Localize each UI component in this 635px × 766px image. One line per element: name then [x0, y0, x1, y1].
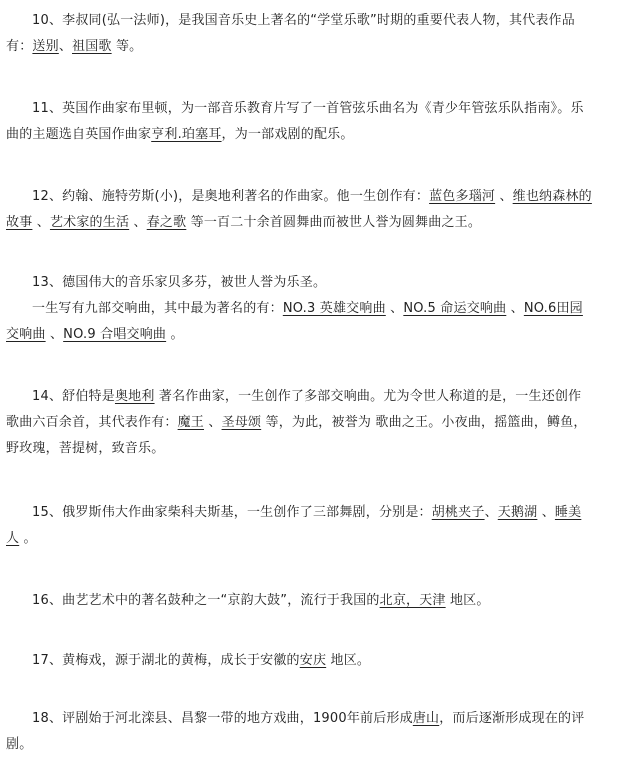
underlined-work-choral: NO.9 合唱交响曲 [63, 327, 167, 342]
paragraph-12 [6, 184, 628, 236]
separator: 、 [484, 505, 498, 520]
text: 18、评剧始于河北滦县、昌黎一带的地方戏曲，1900年前后形成 [32, 711, 413, 726]
text: 有： [6, 39, 33, 54]
text: 16、曲艺艺术中的著名鼓种之一“京韵大鼓”，流行于我国的 [32, 593, 380, 608]
paragraph-18-line-2: 剧。 [6, 737, 33, 752]
paragraph-14 [6, 384, 628, 462]
text: 。 [19, 531, 37, 546]
underlined-place-beijing-tianjin: 北京，天津 [379, 593, 446, 608]
text: 等。 [111, 39, 143, 54]
paragraph-11 [6, 96, 628, 148]
text: 等一百二十余首圆舞曲而被世人誉为圆舞曲之王。 [186, 215, 482, 230]
separator: 、 [45, 327, 64, 342]
separator: 、 [495, 189, 513, 204]
text: 12、约翰、施特劳斯(小)，是奥地利著名的作曲家。他一生创作有： [32, 189, 430, 204]
text: 地区。 [445, 593, 490, 608]
underlined-work-ave-maria: 圣母颂 [221, 415, 262, 430]
underlined-work-voices-of-spring: 春之歌 [146, 215, 187, 230]
underlined-work-vienna-woods: 维也纳森林的 [512, 189, 592, 204]
text: 著名作曲家，一生创作了多部交响曲。尤为令世人称道的是，一生还创作 [154, 389, 582, 404]
underlined-work-eroica: NO.3 英雄交响曲 [282, 301, 386, 316]
text: 一生写有九部交响曲，其中最为著名的有： [32, 301, 283, 316]
separator: 、 [537, 505, 555, 520]
text: 17、黄梅戏，源于湖北的黄梅，成长于安徽的 [32, 653, 300, 668]
separator: 、 [58, 39, 73, 54]
underlined-work-pastoral-cont: 交响曲 [6, 327, 46, 342]
underlined-work-sleeping-beauty: 睡美 [554, 505, 582, 520]
underlined-work-songbie: 送别 [32, 39, 59, 54]
underlined-work-erlkonig: 魔王 [177, 415, 205, 430]
paragraph-17 [6, 648, 628, 674]
underlined-place-anqing: 安庆 [299, 653, 327, 668]
paragraph-15 [6, 500, 628, 552]
underlined-work-swan-lake: 天鹅湖 [497, 505, 538, 520]
text: 14、舒伯特是 [32, 389, 115, 404]
paragraph-11-line-1: 11、英国作曲家布里顿，为一部音乐教育片写了一首管弦乐曲名为《青少年管弦乐队指南》。乐 [32, 101, 584, 116]
underlined-composer-purcell: 亨利.珀塞耳 [151, 127, 222, 142]
paragraph-16 [6, 588, 628, 614]
separator: 、 [32, 215, 50, 230]
underlined-work-artists-life: 艺术家的生活 [49, 215, 130, 230]
underlined-place-tangshan: 唐山 [412, 711, 440, 726]
underlined-work-zuguoge: 祖国歌 [72, 39, 112, 54]
separator: 、 [204, 415, 222, 430]
paragraph-14-line-3: 野玫瑰，菩提树，致音乐。 [6, 441, 165, 456]
paragraph-10-line-1: 10、李叔同(弘一法师)，是我国音乐史上著名的“学堂乐歌”时期的重要代表人物，其代表作品 [32, 13, 575, 28]
text: 。 [166, 327, 184, 342]
text: ，而后逐渐形成现在的评 [439, 711, 585, 726]
text: 15、俄罗斯伟大作曲家柴科夫斯基，一生创作了三部舞剧，分别是： [32, 505, 432, 520]
underlined-work-fate: NO.5 命运交响曲 [403, 301, 507, 316]
text: 歌曲六百余首，其代表作有： [6, 415, 178, 430]
separator: 、 [385, 301, 404, 316]
separator: 、 [506, 301, 524, 316]
text: 曲的主题选自英国作曲家 [6, 127, 152, 142]
underlined-work-pastoral: NO.6田园 [523, 301, 583, 316]
separator: 、 [129, 215, 147, 230]
paragraph-13 [6, 270, 628, 348]
paragraph-18 [6, 706, 628, 758]
text: 等，为此，被誉为 歌曲之王。小夜曲，摇篮曲，鳟鱼， [261, 415, 587, 430]
paragraph-13-line-1: 13、德国伟大的音乐家贝多芬，被世人誉为乐圣。 [32, 275, 327, 290]
paragraph-10 [6, 8, 628, 60]
underlined-work-vienna-woods-cont: 故事 [6, 215, 33, 230]
underlined-work-nutcracker: 胡桃夹子 [431, 505, 485, 520]
text: 地区。 [326, 653, 371, 668]
underlined-place-austria: 奥地利 [114, 389, 155, 404]
text: ，为一部戏剧的配乐。 [221, 127, 354, 142]
underlined-work-sleeping-beauty-cont: 人 [6, 531, 20, 546]
underlined-work-blue-danube: 蓝色多瑙河 [429, 189, 496, 204]
